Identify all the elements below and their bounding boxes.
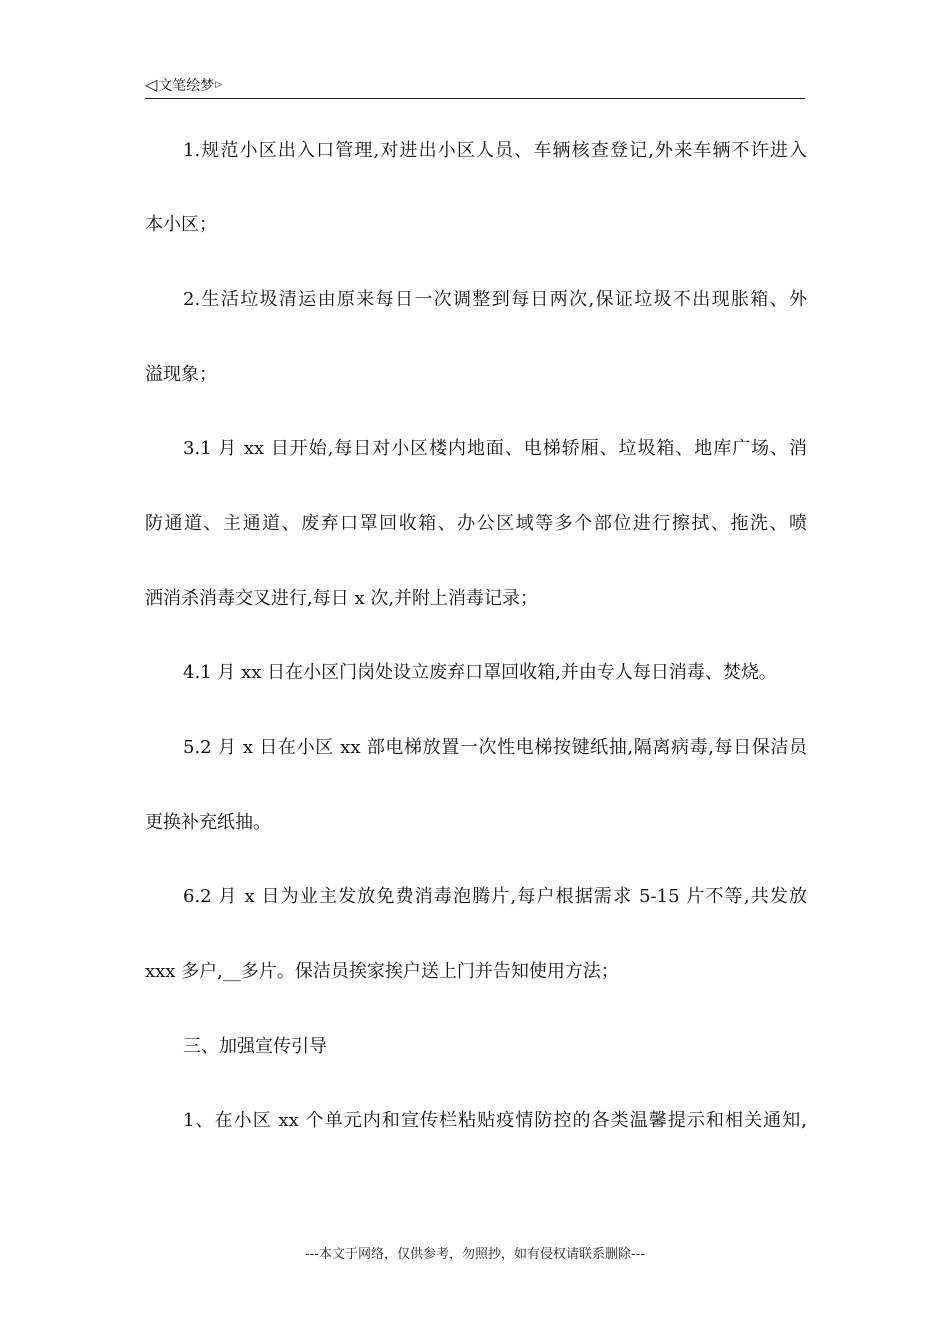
header-brand-text: 文笔绘梦 [158,78,215,94]
page-footer: ---本文于网络，仅供参考，勿照抄，如有侵权请联系删除--- [304,1247,646,1262]
page-header [145,74,805,99]
body-line-6: 防通道、主通道、废弃口罩回收箱、办公区域等多个部位进行擦拭、拖洗、喷 [145,513,807,534]
body-line-12: xxx 多户,__多片。保洁员挨家挨户送上门并告知使用方法； [145,961,619,982]
header-brand-mark [145,76,222,95]
body-line-3: 2.生活垃圾清运由原来每日一次调整到每日两次,保证垃圾不出现胀箱、外 [183,289,807,310]
body-line-8: 4.1 月 xx 日在小区门岗处设立废弃口罩回收箱,并由专人每日消毒、焚烧。 [183,662,777,683]
body-line-11: 6.2 月 x 日为业主发放免费消毒泡腾片,每户根据需求 5-15 片不等,共发放 [183,886,807,907]
body-line-4: 溢现象； [145,364,217,385]
right-triangle-icon: ▷ [215,80,223,90]
body-line-9: 5.2 月 x 日在小区 xx 部电梯放置一次性电梯按键纸抽,隔离病毒,每日保洁员 [183,737,807,758]
body-line-1: 1.规范小区出入口管理,对进出小区人员、车辆核查登记,外来车辆不许进入 [183,140,807,161]
left-triangle-icon: ◁ [145,75,158,94]
body-line-2: 本小区； [145,214,217,235]
section-heading: 三、加强宣传引导 [183,1036,327,1057]
body-line-14: 1、在小区 xx 个单元内和宣传栏粘贴疫情防控的各类温馨提示和相关通知, [183,1110,807,1131]
body-line-10: 更换补充纸抽。 [145,812,271,833]
body-line-5: 3.1 月 xx 日开始,每日对小区楼内地面、电梯轿厢、垃圾箱、地库广场、消 [183,438,807,459]
body-line-7: 洒消杀消毒交叉进行,每日 x 次,并附上消毒记录； [145,588,539,609]
